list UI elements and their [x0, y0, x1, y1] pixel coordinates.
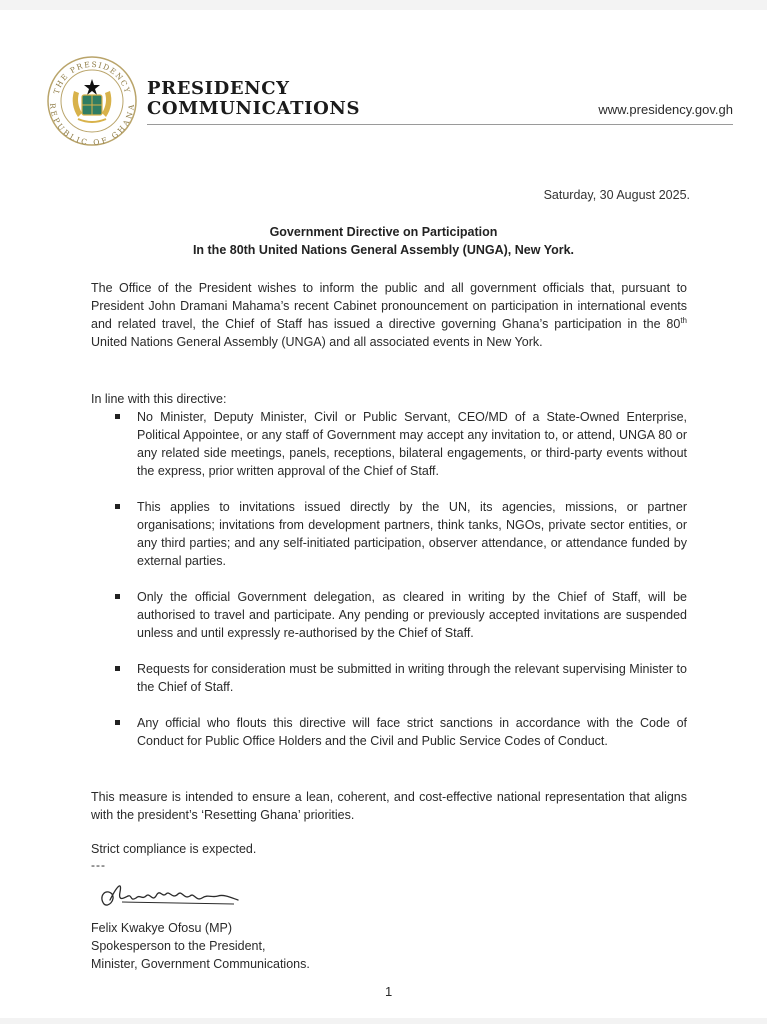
document-date: Saturday, 30 August 2025.	[543, 188, 690, 202]
directive-text: Requests for consideration must be submitted in writing through the relevant supervising Minister to the Chief of Staff.	[137, 662, 687, 694]
separator: ---	[91, 858, 106, 872]
bullet-icon	[115, 666, 120, 671]
brand-line-2: COMMUNICATIONS	[147, 98, 361, 119]
directive-list	[112, 408, 687, 768]
document-title-line-1: Government Directive on Participation	[269, 225, 498, 239]
directive-text: No Minister, Deputy Minister, Civil or Public Servant, CEO/MD of a State-Owned Enterprise, Political Appointee, or any staff of Government may accept any invitation to, or attend, UNGA 80 or any related side meetings, panels, receptions, bilateral engagements, or third-party events without the express, prior written approval of the Chief of Staff.	[137, 410, 687, 478]
brand-line-1: PRESIDENCY	[147, 78, 290, 99]
opening-paragraph-part1: The Office of the President wishes to inform the public and all government officials that, pursuant to President John Dramani Mahama’s recent Cabinet pronouncement on participation in international events and related travel, the Chief of Staff has issued a directive governing Ghana’s participation in the 80	[91, 281, 687, 331]
header-divider	[147, 124, 733, 125]
bullet-icon	[115, 594, 120, 599]
bullet-icon	[115, 504, 120, 509]
directive-text: This applies to invitations issued directly by the UN, its agencies, missions, or partner organisations; invitations from development partners, think tanks, NGOs, private sector entities, or any third parties; and any self-initiated participation, observer attendance, or attendance funded by external parties.	[137, 500, 687, 568]
signatory-title-1: Spokesperson to the President,	[91, 939, 266, 953]
page-number: 1	[385, 984, 393, 999]
signatory-title-2: Minister, Government Communications.	[91, 957, 310, 971]
directive-item	[112, 714, 687, 750]
bullet-icon	[115, 414, 120, 419]
compliance-statement: Strict compliance is expected.	[91, 842, 257, 856]
signatory-block	[91, 919, 310, 973]
bullet-icon	[115, 720, 120, 725]
signature-icon	[96, 878, 246, 916]
opening-paragraph-part2: United Nations General Assembly (UNGA) and all associated events in New York.	[91, 335, 543, 349]
website-url: www.presidency.gov.gh	[598, 102, 733, 117]
opening-paragraph	[91, 279, 687, 351]
document-title-line-2: In the 80th United Nations General Assembly (UNGA), New York.	[192, 243, 575, 257]
brand-name	[147, 79, 360, 119]
document-page	[0, 10, 767, 1018]
closing-paragraph: This measure is intended to ensure a lean, coherent, and cost-effective national representation that aligns with the president’s ‘Resetting Ghana’ priorities.	[91, 790, 687, 822]
ordinal-suffix: th	[680, 315, 687, 325]
presidency-seal-icon	[46, 55, 138, 147]
directive-item	[112, 660, 687, 696]
directive-item	[112, 408, 687, 480]
directive-text: Any official who flouts this directive will face strict sanctions in accordance with the Code of Conduct for Public Office Holders and the Civil and Public Service Codes of Conduct.	[137, 716, 687, 748]
directive-text: Only the official Government delegation, as cleared in writing by the Chief of Staff, will be authorised to travel and participate. Any pending or previously accepted invitations are suspended unless and until expressly re-authorised by the Chief of Staff.	[137, 590, 687, 640]
signatory-name: Felix Kwakye Ofosu (MP)	[91, 921, 233, 935]
svg-text:THE PRESIDENCY: THE PRESIDENCY	[51, 59, 133, 96]
directive-item	[112, 588, 687, 642]
directive-intro: In line with this directive:	[91, 392, 227, 406]
svg-text:REPUBLIC OF GHANA: REPUBLIC OF GHANA	[47, 102, 137, 147]
directive-item	[112, 498, 687, 570]
